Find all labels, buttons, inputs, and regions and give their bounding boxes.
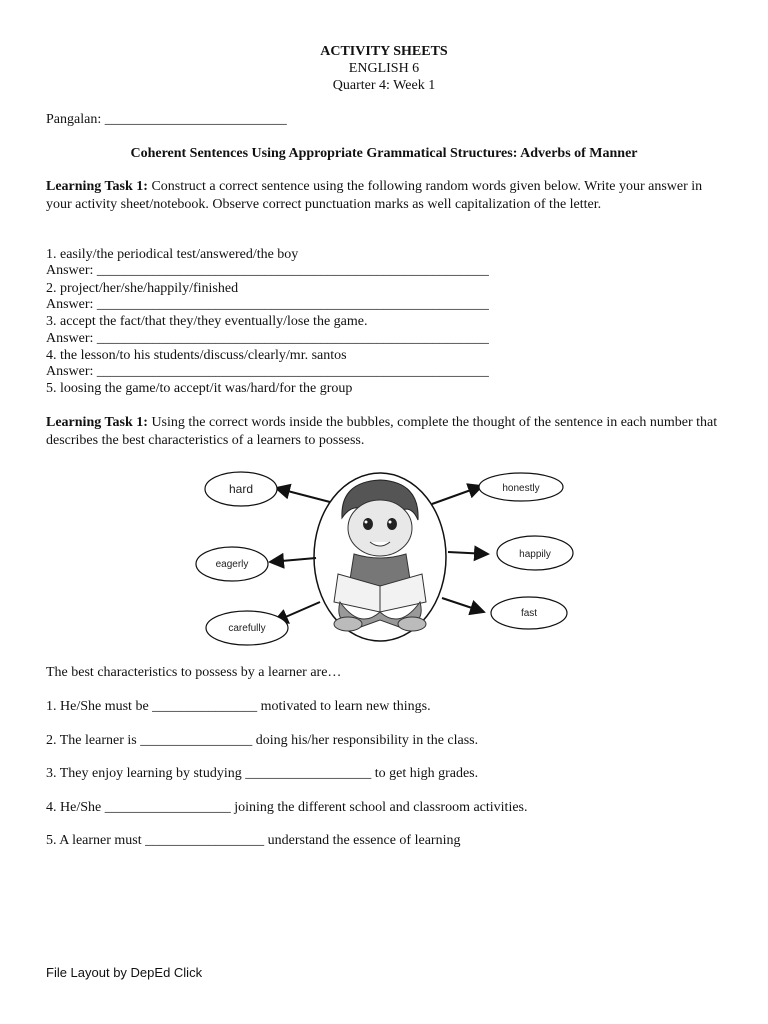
task2-instruction: [46, 414, 718, 449]
answer-line[interactable]: Answer: ________________________________________________________: [46, 331, 489, 346]
bubble-diagram: [190, 462, 580, 652]
bubble-text: eagerly: [215, 559, 249, 570]
bubble-text: fast: [520, 608, 538, 619]
task1-text: Construct a correct sentence using the following random words given below. Write your answer in your activity sheet/notebook. Observe correct punctuation marks as well capitalization of the letter.: [46, 179, 703, 212]
fill-sentence[interactable]: 3. They enjoy learning by studying __________________ to get high grades.: [46, 766, 479, 781]
answer-line[interactable]: Answer: ________________________________________________________: [46, 364, 489, 379]
answer-line[interactable]: Answer: ________________________________________________________: [46, 263, 489, 278]
intro-text: The best characteristics to possess by a learner are…: [46, 665, 342, 680]
name-label: Pangalan:: [46, 112, 102, 127]
answer-line[interactable]: Answer: ________________________________________________________: [46, 297, 489, 312]
name-field: [46, 111, 287, 128]
sheet-title: ACTIVITY SHEETS: [320, 44, 448, 59]
task1-item: 2. project/her/she/happily/finished: [46, 281, 239, 296]
lesson-title: Coherent Sentences Using Appropriate Grammatical Structures: Adverbs of Manner: [130, 146, 638, 161]
fill-sentence[interactable]: 1. He/She must be _______________ motivated to learn new things.: [46, 699, 431, 714]
task1-item: 5. loosing the game/to accept/it was/hard/for the group: [46, 381, 353, 396]
name-blank[interactable]: __________________________: [104, 112, 287, 127]
task1-item: 1. easily/the periodical test/answered/the boy: [46, 247, 299, 262]
footer-credit: File Layout by DepEd Click: [46, 965, 203, 980]
task2-label: Learning Task 1:: [46, 415, 148, 430]
task1-item: 3. accept the fact/that they/they eventually/lose the game.: [46, 314, 368, 329]
task1-label: Learning Task 1:: [46, 179, 148, 194]
bubble-text: honestly: [502, 483, 540, 494]
bubble-text: carefully: [228, 623, 266, 634]
task1-instruction: [46, 178, 718, 213]
subject-label: ENGLISH 6: [348, 61, 420, 76]
quarter-label: Quarter 4: Week 1: [332, 78, 436, 93]
task1-item: 4. the lesson/to his students/discuss/clearly/mr. santos: [46, 348, 347, 363]
fill-sentence[interactable]: 2. The learner is ________________ doing his/her responsibility in the class.: [46, 733, 479, 748]
task2-text: Using the correct words inside the bubbles, complete the thought of the sentence in each number that describes the best characteristics of a learners to possess.: [46, 415, 718, 448]
fill-sentence[interactable]: 5. A learner must _________________ understand the essence of learning: [46, 833, 461, 848]
fill-sentence[interactable]: 4. He/She __________________ joining the different school and classroom activities.: [46, 800, 528, 815]
bubble-text: happily: [519, 549, 551, 560]
bubble-text: hard: [228, 482, 254, 496]
